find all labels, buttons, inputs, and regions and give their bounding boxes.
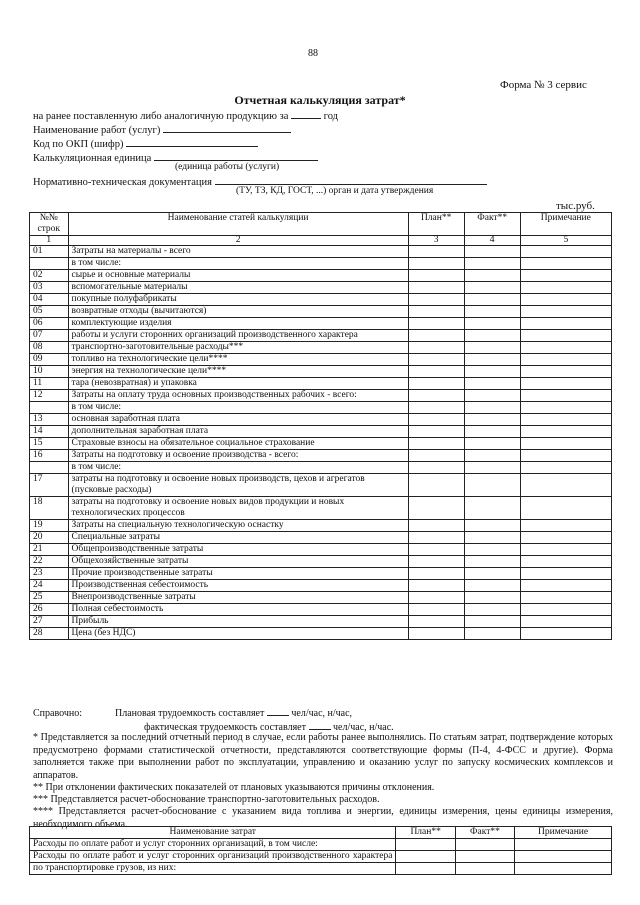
- row-item-name: возвратные отходы (вычитаются): [68, 306, 408, 318]
- row-plan-cell[interactable]: [408, 306, 464, 318]
- footnote-4: **** Представляется расчет-обоснование с указанием вида топлива и энергии, единицы измерения, цены единицы измерения, необходимого объема.: [33, 806, 613, 830]
- header-line-okp: Код по ОКП (шифр): [33, 137, 258, 150]
- row-fact-cell[interactable]: [464, 426, 520, 438]
- row-fact-cell[interactable]: [464, 628, 520, 640]
- table-row: [30, 592, 612, 604]
- row-item-name: Общепроизводственные затраты: [68, 544, 408, 556]
- row-fact-cell[interactable]: [464, 402, 520, 414]
- table-row: [30, 318, 612, 330]
- row-note-cell[interactable]: [520, 282, 611, 294]
- table-row: [30, 390, 612, 402]
- row-item-name: Затраты на подготовку и освоение производства - всего:: [68, 450, 408, 462]
- row-note-cell[interactable]: [520, 354, 611, 366]
- row-number: 04: [30, 294, 69, 306]
- row-fact-cell[interactable]: [464, 604, 520, 616]
- row-fact-cell[interactable]: [464, 497, 520, 520]
- page-number: 88: [308, 48, 318, 59]
- row-fact-cell[interactable]: [464, 306, 520, 318]
- row-plan-cell[interactable]: [408, 592, 464, 604]
- row-plan-cell[interactable]: [408, 318, 464, 330]
- header-line-work-name: Наименование работ (услуг): [33, 123, 291, 136]
- row-fact-cell[interactable]: [464, 556, 520, 568]
- services-row-note[interactable]: [515, 851, 612, 863]
- row-note-cell[interactable]: [520, 474, 611, 497]
- row-note-cell[interactable]: [520, 378, 611, 390]
- row-note-cell[interactable]: [520, 580, 611, 592]
- row-fact-cell[interactable]: [464, 258, 520, 270]
- row-plan-cell[interactable]: [408, 282, 464, 294]
- row-item-name: Страховые взносы на обязательное социальное страхование: [68, 438, 408, 450]
- row-note-cell[interactable]: [520, 318, 611, 330]
- row-note-cell[interactable]: [520, 450, 611, 462]
- row-plan-cell[interactable]: [408, 330, 464, 342]
- table-row: [30, 580, 612, 592]
- year-blank[interactable]: [291, 109, 321, 119]
- services-row-name: Расходы по оплате работ и услуг сторонних организаций производственного характера: [30, 851, 396, 863]
- row-note-cell[interactable]: [520, 532, 611, 544]
- row-number: 06: [30, 318, 69, 330]
- row-number: 16: [30, 450, 69, 462]
- reference-block: Справочно: Плановая трудоемкость составляет чел/час, н/час, фактическая трудоемкость составляет чел/час, н/час.: [33, 708, 394, 733]
- row-note-cell[interactable]: [520, 270, 611, 282]
- calculation-table: [29, 212, 612, 640]
- reference-label: Справочно:: [33, 708, 83, 719]
- row-fact-cell[interactable]: [464, 390, 520, 402]
- row-number: [30, 402, 69, 414]
- footnote-2: ** При отклонении фактических показателей от плановых указываются причины отклонения.: [33, 782, 435, 793]
- row-note-cell[interactable]: [520, 592, 611, 604]
- row-item-name: тара (невозвратная) и упаковка: [68, 378, 408, 390]
- footnote-1: * Представляется за последний отчетный период в случае, если работы ранее выполнялись. По статьям затрат, подтверждение которых предусмотрено формами статистической отчетности, представляются соответствующие формы (П-4, 4-ФСС и другие). Форма заполняется также при выполнении работ по эксплуатации, управлению и оказанию услуг по запуску космических комплексов и аппаратов.: [33, 732, 613, 781]
- row-item-name: дополнительная заработная плата: [68, 426, 408, 438]
- row-plan-cell[interactable]: [408, 568, 464, 580]
- row-number: [30, 258, 69, 270]
- row-plan-cell[interactable]: [408, 580, 464, 592]
- services-header-row: [30, 827, 612, 839]
- units-label: тыс.руб.: [556, 200, 595, 212]
- row-note-cell[interactable]: [520, 414, 611, 426]
- row-note-cell[interactable]: [520, 568, 611, 580]
- row-fact-cell[interactable]: [464, 378, 520, 390]
- row-fact-cell[interactable]: [464, 474, 520, 497]
- table-row: [30, 568, 612, 580]
- row-fact-cell[interactable]: [464, 246, 520, 258]
- services-row-fact[interactable]: [455, 863, 514, 875]
- row-plan-cell[interactable]: [408, 520, 464, 532]
- row-plan-cell[interactable]: [408, 390, 464, 402]
- row-plan-cell[interactable]: [408, 616, 464, 628]
- row-note-cell[interactable]: [520, 258, 611, 270]
- services-row: [30, 851, 612, 863]
- row-fact-cell[interactable]: [464, 462, 520, 474]
- row-number: 05: [30, 306, 69, 318]
- table-row: [30, 354, 612, 366]
- services-header-plan: План**: [396, 827, 455, 839]
- header-line-period: на ранее поставленную либо аналогичную продукцию за год: [33, 111, 338, 122]
- header-item-name: Наименование статей калькуляции: [68, 213, 408, 236]
- row-number: 25: [30, 592, 69, 604]
- table-row: [30, 306, 612, 318]
- row-number: 08: [30, 342, 69, 354]
- row-plan-cell[interactable]: [408, 628, 464, 640]
- table-header-row: [30, 213, 612, 236]
- row-number: 02: [30, 270, 69, 282]
- row-plan-cell[interactable]: [408, 474, 464, 497]
- row-item-name: Затраты на оплату труда основных производственных рабочих - всего:: [68, 390, 408, 402]
- table-row: [30, 378, 612, 390]
- row-number: [30, 462, 69, 474]
- calc-unit-blank[interactable]: [154, 151, 318, 161]
- row-number: 01: [30, 246, 69, 258]
- row-fact-cell[interactable]: [464, 580, 520, 592]
- row-plan-cell[interactable]: [408, 438, 464, 450]
- row-plan-cell[interactable]: [408, 462, 464, 474]
- row-item-name: в том числе:: [68, 258, 408, 270]
- services-row-note[interactable]: [515, 839, 612, 851]
- row-note-cell[interactable]: [520, 628, 611, 640]
- row-plan-cell[interactable]: [408, 402, 464, 414]
- services-row-note[interactable]: [515, 863, 612, 875]
- row-number: 13: [30, 414, 69, 426]
- row-note-cell[interactable]: [520, 604, 611, 616]
- row-item-name: затраты на подготовку и освоение новых видов продукции и новых технологических процессов: [68, 497, 408, 520]
- row-item-name: затраты на подготовку и освоение новых производств, цехов и агрегатов (пусковые расходы): [68, 474, 408, 497]
- services-row: [30, 839, 612, 851]
- row-fact-cell[interactable]: [464, 342, 520, 354]
- row-plan-cell[interactable]: [408, 544, 464, 556]
- row-note-cell[interactable]: [520, 616, 611, 628]
- table-row: [30, 556, 612, 568]
- row-plan-cell[interactable]: [408, 342, 464, 354]
- row-item-name: Специальные затраты: [68, 532, 408, 544]
- table-row: [30, 497, 612, 520]
- row-fact-cell[interactable]: [464, 520, 520, 532]
- row-item-name: Внепроизводственные затраты: [68, 592, 408, 604]
- table-row: [30, 532, 612, 544]
- row-fact-cell[interactable]: [464, 294, 520, 306]
- row-item-name: Полная себестоимость: [68, 604, 408, 616]
- row-item-name: покупные полуфабрикаты: [68, 294, 408, 306]
- row-note-cell[interactable]: [520, 246, 611, 258]
- row-number: 18: [30, 497, 69, 520]
- document-title: Отчетная калькуляция затрат*: [234, 93, 406, 107]
- row-number: 17: [30, 474, 69, 497]
- row-number: 03: [30, 282, 69, 294]
- services-header-fact: Факт**: [455, 827, 514, 839]
- table-row: [30, 616, 612, 628]
- row-fact-cell[interactable]: [464, 366, 520, 378]
- column-number: 5: [520, 236, 611, 246]
- row-note-cell[interactable]: [520, 390, 611, 402]
- row-note-cell[interactable]: [520, 294, 611, 306]
- table-row: [30, 426, 612, 438]
- services-row-plan[interactable]: [396, 863, 455, 875]
- row-plan-cell[interactable]: [408, 378, 464, 390]
- row-number: 19: [30, 520, 69, 532]
- row-number: 09: [30, 354, 69, 366]
- row-fact-cell[interactable]: [464, 282, 520, 294]
- row-fact-cell[interactable]: [464, 592, 520, 604]
- row-note-cell[interactable]: [520, 426, 611, 438]
- row-number: 26: [30, 604, 69, 616]
- row-fact-cell[interactable]: [464, 438, 520, 450]
- row-note-cell[interactable]: [520, 402, 611, 414]
- row-number: 14: [30, 426, 69, 438]
- row-number: 27: [30, 616, 69, 628]
- services-table: [29, 826, 612, 875]
- header-line-normative: Нормативно-техническая документация: [33, 175, 487, 188]
- row-fact-cell[interactable]: [464, 354, 520, 366]
- row-fact-cell[interactable]: [464, 544, 520, 556]
- row-item-name: Прочие производственные затраты: [68, 568, 408, 580]
- row-item-name: в том числе:: [68, 402, 408, 414]
- row-number: 11: [30, 378, 69, 390]
- row-item-name: топливо на технологические цели****: [68, 354, 408, 366]
- table-row: [30, 366, 612, 378]
- row-number: 23: [30, 568, 69, 580]
- row-plan-cell[interactable]: [408, 294, 464, 306]
- row-fact-cell[interactable]: [464, 616, 520, 628]
- row-number: 28: [30, 628, 69, 640]
- row-plan-cell[interactable]: [408, 556, 464, 568]
- row-note-cell[interactable]: [520, 306, 611, 318]
- services-row-name: Расходы по оплате работ и услуг сторонних организаций, в том числе:: [30, 839, 396, 851]
- table-row: [30, 474, 612, 497]
- row-number: 15: [30, 438, 69, 450]
- row-fact-cell[interactable]: [464, 532, 520, 544]
- row-number: 21: [30, 544, 69, 556]
- row-plan-cell[interactable]: [408, 246, 464, 258]
- services-header-name: Наименование затрат: [30, 827, 396, 839]
- row-item-name: Затраты на материалы - всего: [68, 246, 408, 258]
- work-name-blank[interactable]: [163, 123, 291, 133]
- form-label: Форма № 3 сервис: [500, 79, 587, 91]
- row-note-cell[interactable]: [520, 366, 611, 378]
- row-note-cell[interactable]: [520, 438, 611, 450]
- row-plan-cell[interactable]: [408, 426, 464, 438]
- row-number: 10: [30, 366, 69, 378]
- column-numbers-row: [30, 236, 612, 246]
- services-header-note: Примечание: [515, 827, 612, 839]
- header-row-number: №№ строк: [30, 213, 69, 236]
- row-number: 24: [30, 580, 69, 592]
- row-plan-cell[interactable]: [408, 366, 464, 378]
- row-plan-cell[interactable]: [408, 497, 464, 520]
- services-row-plan[interactable]: [396, 839, 455, 851]
- row-plan-cell[interactable]: [408, 532, 464, 544]
- okp-blank[interactable]: [126, 137, 258, 147]
- services-row-plan[interactable]: [396, 851, 455, 863]
- row-item-name: сырье и основные материалы: [68, 270, 408, 282]
- services-row-fact[interactable]: [455, 851, 514, 863]
- row-item-name: Прибыль: [68, 616, 408, 628]
- row-item-name: энергия на технологические цели****: [68, 366, 408, 378]
- table-row: [30, 402, 612, 414]
- planned-labor-blank[interactable]: [267, 706, 289, 716]
- row-item-name: вспомогательные материалы: [68, 282, 408, 294]
- row-fact-cell[interactable]: [464, 330, 520, 342]
- row-item-name: комплектующие изделия: [68, 318, 408, 330]
- calc-unit-hint: (единица работы (услуги): [175, 162, 280, 172]
- row-note-cell[interactable]: [520, 342, 611, 354]
- row-note-cell[interactable]: [520, 520, 611, 532]
- header-line-calc-unit: Калькуляционная единица: [33, 151, 318, 164]
- row-fact-cell[interactable]: [464, 568, 520, 580]
- header-fact: Факт**: [464, 213, 520, 236]
- row-fact-cell[interactable]: [464, 270, 520, 282]
- row-plan-cell[interactable]: [408, 270, 464, 282]
- row-item-name: Цена (без НДС): [68, 628, 408, 640]
- row-plan-cell[interactable]: [408, 450, 464, 462]
- normative-hint: (ТУ, ТЗ, КД, ГОСТ, ...) орган и дата утверждения: [236, 186, 434, 196]
- row-fact-cell[interactable]: [464, 450, 520, 462]
- row-note-cell[interactable]: [520, 462, 611, 474]
- row-item-name: транспортно-заготовительные расходы***: [68, 342, 408, 354]
- row-item-name: работы и услуги сторонних организаций производственного характера: [68, 330, 408, 342]
- row-number: 22: [30, 556, 69, 568]
- table-row: [30, 450, 612, 462]
- actual-labor-blank[interactable]: [309, 720, 331, 730]
- row-plan-cell[interactable]: [408, 354, 464, 366]
- normative-blank[interactable]: [215, 175, 487, 185]
- row-note-cell[interactable]: [520, 497, 611, 520]
- row-note-cell[interactable]: [520, 544, 611, 556]
- table-row: [30, 282, 612, 294]
- table-row: [30, 270, 612, 282]
- services-row-fact[interactable]: [455, 839, 514, 851]
- table-row: [30, 604, 612, 616]
- header-plan: План**: [408, 213, 464, 236]
- table-row: [30, 414, 612, 426]
- row-fact-cell[interactable]: [464, 414, 520, 426]
- column-number: 2: [68, 236, 408, 246]
- column-number: 4: [464, 236, 520, 246]
- row-number: 12: [30, 390, 69, 402]
- column-number: 1: [30, 236, 69, 246]
- table-row: [30, 438, 612, 450]
- services-row-name: по транспортировке грузов, из них:: [30, 863, 396, 875]
- table-row: [30, 342, 612, 354]
- row-item-name: в том числе:: [68, 462, 408, 474]
- table-row: [30, 520, 612, 532]
- row-item-name: основная заработная плата: [68, 414, 408, 426]
- row-number: 07: [30, 330, 69, 342]
- table-row: [30, 330, 612, 342]
- row-note-cell[interactable]: [520, 556, 611, 568]
- row-plan-cell[interactable]: [408, 258, 464, 270]
- header-note: Примечание: [520, 213, 611, 236]
- table-row: [30, 258, 612, 270]
- row-item-name: Общехозяйственные затраты: [68, 556, 408, 568]
- table-row: [30, 628, 612, 640]
- row-note-cell[interactable]: [520, 330, 611, 342]
- row-fact-cell[interactable]: [464, 318, 520, 330]
- row-item-name: Затраты на специальную технологическую оснастку: [68, 520, 408, 532]
- row-plan-cell[interactable]: [408, 414, 464, 426]
- table-row: [30, 246, 612, 258]
- row-number: 20: [30, 532, 69, 544]
- table-row: [30, 544, 612, 556]
- column-number: 3: [408, 236, 464, 246]
- services-row: [30, 863, 612, 875]
- row-plan-cell[interactable]: [408, 604, 464, 616]
- table-row: [30, 462, 612, 474]
- row-item-name: Производственная себестоимость: [68, 580, 408, 592]
- table-row: [30, 294, 612, 306]
- footnote-3: *** Представляется расчет-обоснование транспортно-заготовительных расходов.: [33, 794, 380, 805]
